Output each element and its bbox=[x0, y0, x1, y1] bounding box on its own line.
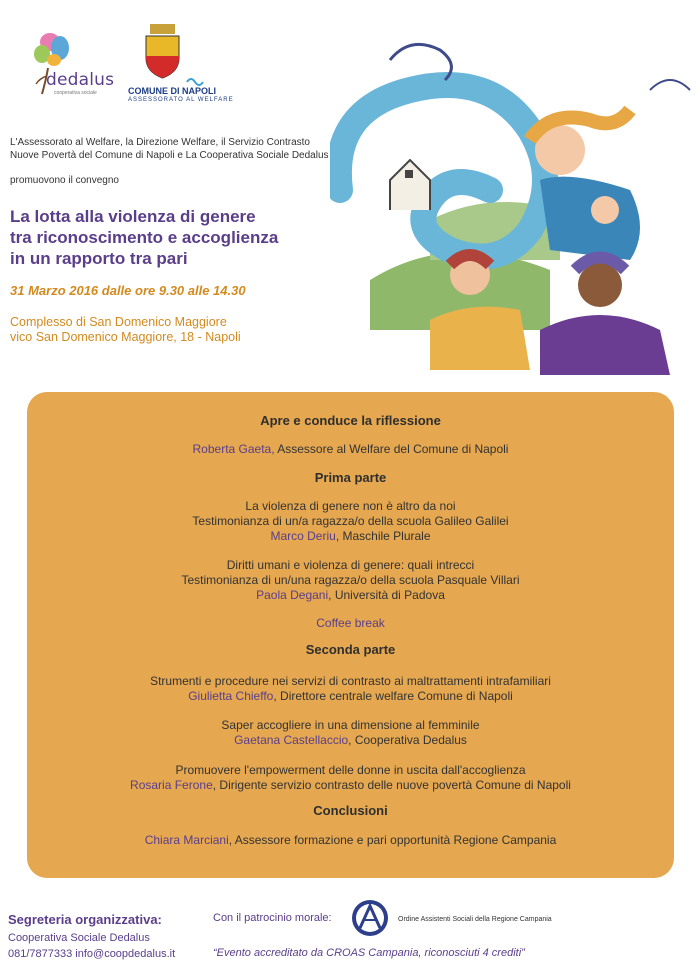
speaker-name: Roberta Gaeta, bbox=[192, 442, 275, 456]
talk-speaker bbox=[27, 733, 674, 747]
heading-part2: Seconda parte bbox=[305, 642, 396, 657]
conclusion-speaker bbox=[27, 833, 674, 847]
talk-speaker bbox=[27, 778, 674, 792]
speaker-name: Paola Degani bbox=[256, 588, 329, 602]
title-line: tra riconoscimento e accoglienza bbox=[10, 228, 279, 247]
talk-title: Strumenti e procedure nei servizi di contrasto ai maltrattamenti intrafamiliari bbox=[150, 674, 551, 688]
event-venue bbox=[10, 315, 241, 345]
heading-open: Apre e conduce la riflessione bbox=[260, 413, 441, 428]
open-speaker bbox=[27, 442, 674, 456]
talk-title: La violenza di genere non è altro da noi bbox=[245, 499, 456, 513]
secretariat-contact: 081/7877333 info@coopdedalus.it bbox=[8, 948, 176, 960]
talk-title: Promuovere l'empowerment delle donne in uscita dall'accoglienza bbox=[175, 763, 526, 777]
coffee-break: Coffee break bbox=[316, 616, 385, 630]
promuovono-text: promuovono il convegno bbox=[10, 175, 119, 186]
speaker-role: , Dirigente servizio contrasto delle nuove povertà Comune di Napoli bbox=[212, 778, 571, 792]
event-date: 31 Marzo 2016 dalle ore 9.30 alle 14.30 bbox=[10, 283, 246, 298]
speaker-name: Rosaria Ferone bbox=[130, 778, 213, 792]
talk-subtitle: Testimonianza di un/a ragazza/o della scuola Galileo Galilei bbox=[192, 514, 509, 528]
talk-title: Diritti umani e violenza di genere: quali intrecci bbox=[226, 558, 475, 572]
intro-line: Nuove Povertà del Comune di Napoli e La Cooperativa Sociale Dedalus bbox=[10, 150, 329, 161]
intro-line: L'Assessorato al Welfare, la Direzione Welfare, il Servizio Contrasto bbox=[10, 137, 310, 148]
secretariat-org: Cooperativa Sociale Dedalus bbox=[8, 932, 150, 944]
heading-part1: Prima parte bbox=[314, 470, 387, 485]
napoli-subtitle: ASSESSORATO AL WELFARE bbox=[128, 97, 234, 103]
ordine-label: Ordine Assistenti Sociali della Regione Campania bbox=[398, 916, 552, 923]
speaker-name: Giulietta Chieffo bbox=[188, 689, 274, 703]
talk-subtitle: Testimonianza di un/una ragazza/o della scuola Pasquale Villari bbox=[181, 573, 520, 587]
intro-text bbox=[10, 136, 340, 162]
speaker-role: , Università di Padova bbox=[328, 588, 445, 602]
speaker-role: , Assessore formazione e pari opportunità Regione Campania bbox=[228, 833, 557, 847]
speaker-role: , Maschile Plurale bbox=[335, 529, 431, 543]
talk-speaker bbox=[27, 529, 674, 543]
venue-line: Complesso di San Domenico Maggiore bbox=[10, 315, 227, 329]
napoli-crest bbox=[140, 24, 185, 80]
venue-line: vico San Domenico Maggiore, 18 - Napoli bbox=[10, 330, 241, 344]
secretariat-title: Segreteria organizzativa: bbox=[8, 912, 162, 927]
dedalus-subtitle: cooperativa sociale bbox=[54, 90, 97, 96]
patronage-label: Con il patrocinio morale: bbox=[213, 912, 332, 924]
title-line: La lotta alla violenza di genere bbox=[10, 207, 256, 226]
program-box bbox=[27, 392, 674, 878]
croas-logo bbox=[350, 898, 390, 938]
speaker-name: Gaetana Castellaccio bbox=[234, 733, 349, 747]
wave-icon bbox=[186, 74, 204, 86]
speaker-role: , Direttore centrale welfare Comune di Napoli bbox=[273, 689, 513, 703]
napoli-name: COMUNE DI NAPOLI bbox=[128, 86, 217, 96]
heading-conclusions: Conclusioni bbox=[313, 803, 388, 818]
speaker-name: Chiara Marciani bbox=[144, 833, 229, 847]
event-title bbox=[10, 206, 350, 269]
talk-title: Saper accogliere in una dimensione al femminile bbox=[221, 718, 480, 732]
title-line: in un rapporto tra pari bbox=[10, 249, 188, 268]
speaker-name: Marco Deriu bbox=[270, 529, 336, 543]
speaker-role: Assessore al Welfare del Comune di Napoli bbox=[274, 442, 509, 456]
talk-speaker bbox=[27, 689, 674, 703]
speaker-role: , Cooperativa Dedalus bbox=[348, 733, 467, 747]
talk-speaker bbox=[27, 588, 674, 602]
accreditation-note: “Evento accreditato da CROAS Campania, riconosciuti 4 crediti” bbox=[213, 947, 525, 959]
women-illustration bbox=[330, 30, 695, 380]
dedalus-wordmark: dedalus bbox=[46, 70, 115, 90]
